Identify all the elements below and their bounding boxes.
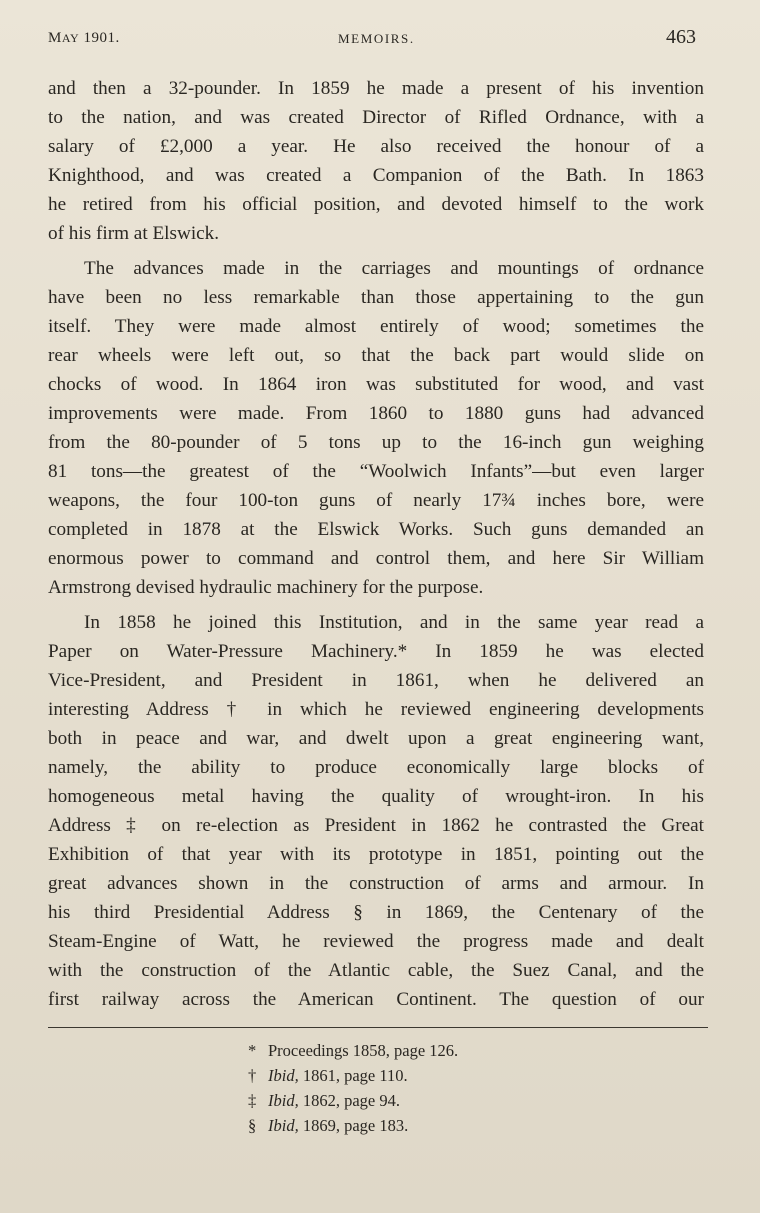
text-line: first railway across the American Continent. The question of our [48, 989, 704, 1010]
footnote-item [248, 1088, 458, 1113]
footnote-text: 1862, page 94. [298, 1091, 400, 1110]
text-line: weapons, the four 100-ton guns of nearly 17¾ inches bore, were [48, 490, 704, 511]
text-line: rear wheels were left out, so that the back part would slide on [48, 345, 704, 366]
text-line: Paper on Water-Pressure Machinery.* In 1859 he was elected [48, 641, 704, 662]
footnote-divider [48, 1027, 708, 1028]
text-line: The advances made in the carriages and mountings of ordnance [84, 258, 704, 279]
text-line: and then a 32-pounder. In 1859 he made a present of his invention [48, 78, 704, 99]
text-line: he retired from his official position, and devoted himself to the work [48, 194, 704, 215]
text-line: with the construction of the Atlantic cable, the Suez Canal, and the [48, 960, 704, 981]
footnote-ref-italic: Ibid, [268, 1091, 299, 1110]
footnote-mark: † [248, 1066, 257, 1085]
text-line: of his firm at Elswick. [48, 223, 220, 244]
text-line: great advances shown in the construction of arms and armour. In [48, 873, 704, 894]
text-line: to the nation, and was created Director of Rifled Ordnance, with a [48, 107, 704, 128]
running-header [48, 26, 696, 50]
text-line: both in peace and war, and dwelt upon a great engineering want, [48, 728, 704, 749]
text-line: completed in 1878 at the Elswick Works. Such guns demanded an [48, 519, 704, 540]
footnote-ref-italic: Ibid, [268, 1116, 299, 1135]
text-line: interesting Address † in which he reviewed engineering developments [48, 699, 704, 720]
header-date-month-rest: AY [61, 31, 80, 45]
text-line: Knighthood, and was created a Companion of the Bath. In 1863 [48, 165, 704, 186]
footnote-item [248, 1063, 458, 1088]
text-line: Exhibition of that year with its prototype in 1851, pointing out the [48, 844, 704, 865]
text-line: 81 tons—the greatest of the “Woolwich Infants”—but even larger [48, 461, 704, 482]
text-line: enormous power to command and control them, and here Sir William [48, 548, 704, 569]
footnote-ref-italic: Ibid, [268, 1066, 299, 1085]
text-line: chocks of wood. In 1864 iron was substituted for wood, and vast [48, 374, 704, 395]
header-date-year: 1901. [79, 30, 120, 46]
footnote-mark: * [248, 1041, 257, 1060]
text-line: from the 80-pounder of 5 tons up to the 16-inch gun weighing [48, 432, 704, 453]
footnotes [248, 1038, 458, 1138]
text-line: Armstrong devised hydraulic machinery for the purpose. [48, 577, 484, 598]
page-number: 463 [666, 26, 696, 48]
text-line: homogeneous metal having the quality of wrought-iron. In his [48, 786, 704, 807]
header-date [48, 30, 120, 47]
header-title: MEMOIRS. [338, 31, 415, 46]
text-line: itself. They were made almost entirely of wood; sometimes the [48, 316, 704, 337]
text-line: his third Presidential Address § in 1869, the Centenary of the [48, 902, 704, 923]
text-line: improvements were made. From 1860 to 1880 guns had advanced [48, 403, 704, 424]
text-line: Steam-Engine of Watt, he reviewed the progress made and dealt [48, 931, 704, 952]
footnote-text: Proceedings 1858, page 126. [268, 1041, 459, 1060]
body-text [48, 74, 704, 1014]
footnote-item [248, 1038, 458, 1063]
footnote-mark: ‡ [248, 1091, 257, 1110]
text-line: have been no less remarkable than those appertaining to the gun [48, 287, 704, 308]
footnote-item [248, 1113, 458, 1138]
text-line: Vice-President, and President in 1861, when he delivered an [48, 670, 704, 691]
text-line: namely, the ability to produce economically large blocks of [48, 757, 704, 778]
footnote-text: 1869, page 183. [298, 1116, 409, 1135]
footnote-mark: § [248, 1116, 257, 1135]
text-line: salary of £2,000 a year. He also received the honour of a [48, 136, 704, 157]
header-date-initial: M [48, 30, 62, 46]
text-line: In 1858 he joined this Institution, and in the same year read a [84, 612, 704, 633]
text-line: Address ‡ on re-election as President in 1862 he contrasted the Great [48, 815, 704, 836]
footnote-text: 1861, page 110. [298, 1066, 408, 1085]
